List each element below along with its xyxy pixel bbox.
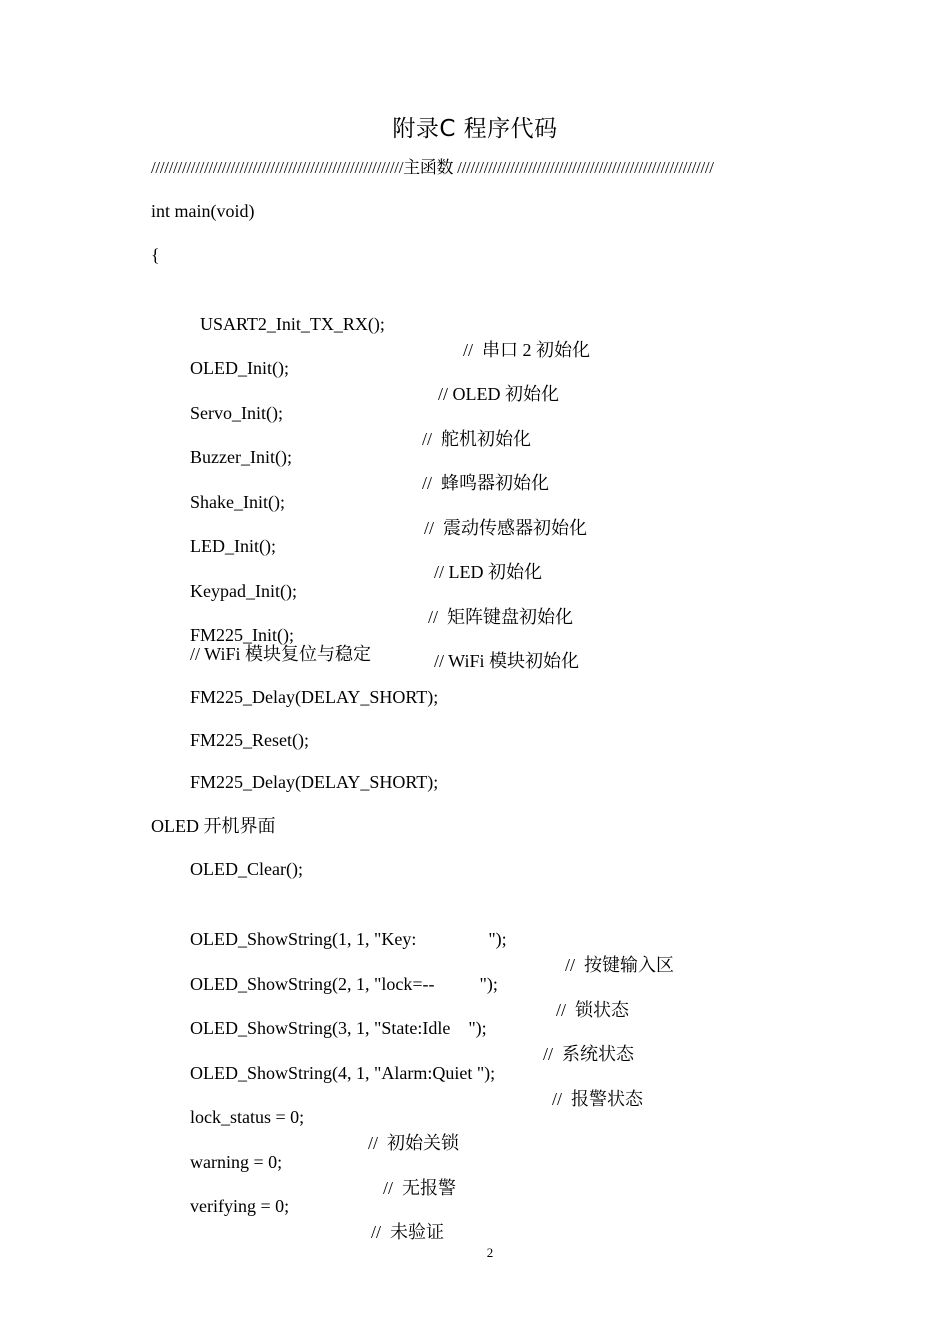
code-line — [190, 769, 438, 795]
code-line — [151, 813, 276, 839]
code-text: int main(void) — [151, 201, 255, 221]
code-comment: // 无报警 — [383, 1178, 457, 1198]
code-text: OLED_ShowString(3, 1, "State:Idle "); — [190, 1018, 487, 1038]
code-line — [151, 198, 254, 224]
code-comment: OLED 开机界面 — [151, 816, 276, 836]
code-text: Buzzer_Init(); — [190, 447, 292, 467]
code-text: LED_Init(); — [190, 536, 276, 556]
code-comment: // 矩阵键盘初始化 — [428, 607, 574, 627]
code-text: Keypad_Init(); — [190, 581, 297, 601]
code-line — [190, 684, 438, 710]
code-comment: // 舵机初始化 — [422, 429, 532, 449]
code-comment: // 蜂鸣器初始化 — [422, 473, 550, 493]
code-text: USART2_Init_TX_RX(); — [200, 314, 385, 334]
code-text: Servo_Init(); — [190, 403, 283, 423]
code-text: OLED_Clear(); — [190, 859, 303, 879]
page-title: 附录C 程序代码 — [392, 116, 558, 142]
code-comment: // 系统状态 — [543, 1044, 635, 1064]
code-line — [190, 641, 371, 667]
code-comment: // WiFi 模块初始化 — [434, 651, 579, 671]
code-comment: // 报警状态 — [552, 1089, 644, 1109]
code-text: Shake_Init(); — [190, 492, 285, 512]
code-comment: // 未验证 — [371, 1222, 445, 1242]
code-text: OLED_Init(); — [190, 358, 289, 378]
code-text: OLED_ShowString(1, 1, "Key: "); — [190, 929, 507, 949]
code-text: { — [151, 245, 160, 265]
code-text: FM225_Reset(); — [190, 730, 309, 750]
code-comment: // 锁状态 — [556, 1000, 630, 1020]
code-comment: // 按键输入区 — [565, 955, 675, 975]
code-text: FM225_Delay(DELAY_SHORT); — [190, 687, 439, 707]
code-text: FM225_Delay(DELAY_SHORT); — [190, 772, 439, 792]
code-text: OLED_ShowString(2, 1, "lock=-- "); — [190, 974, 498, 994]
code-line — [190, 727, 309, 753]
code-comment: // 初始关锁 — [368, 1133, 460, 1153]
code-comment: // LED 初始化 — [434, 562, 542, 582]
code-comment: // WiFi 模块复位与稳定 — [190, 644, 371, 664]
page-number: 2 — [486, 1245, 494, 1260]
code-text: verifying = 0; — [190, 1196, 290, 1216]
code-comment: // 串口 2 初始化 — [463, 340, 591, 360]
code-text: FM225_Init(); — [190, 625, 295, 645]
code-comment: // 震动传感器初始化 — [424, 518, 588, 538]
section-header: /////////////////////////////////////////////////////////主函数 ////////////////////////////////////////////////////////// — [151, 158, 714, 177]
code-line — [151, 242, 160, 268]
code-text: lock_status = 0; — [190, 1107, 305, 1127]
code-text: OLED_ShowString(4, 1, "Alarm:Quiet "); — [190, 1063, 496, 1083]
code-text: warning = 0; — [190, 1152, 283, 1172]
code-comment: // OLED 初始化 — [438, 384, 559, 404]
code-line — [190, 856, 303, 882]
